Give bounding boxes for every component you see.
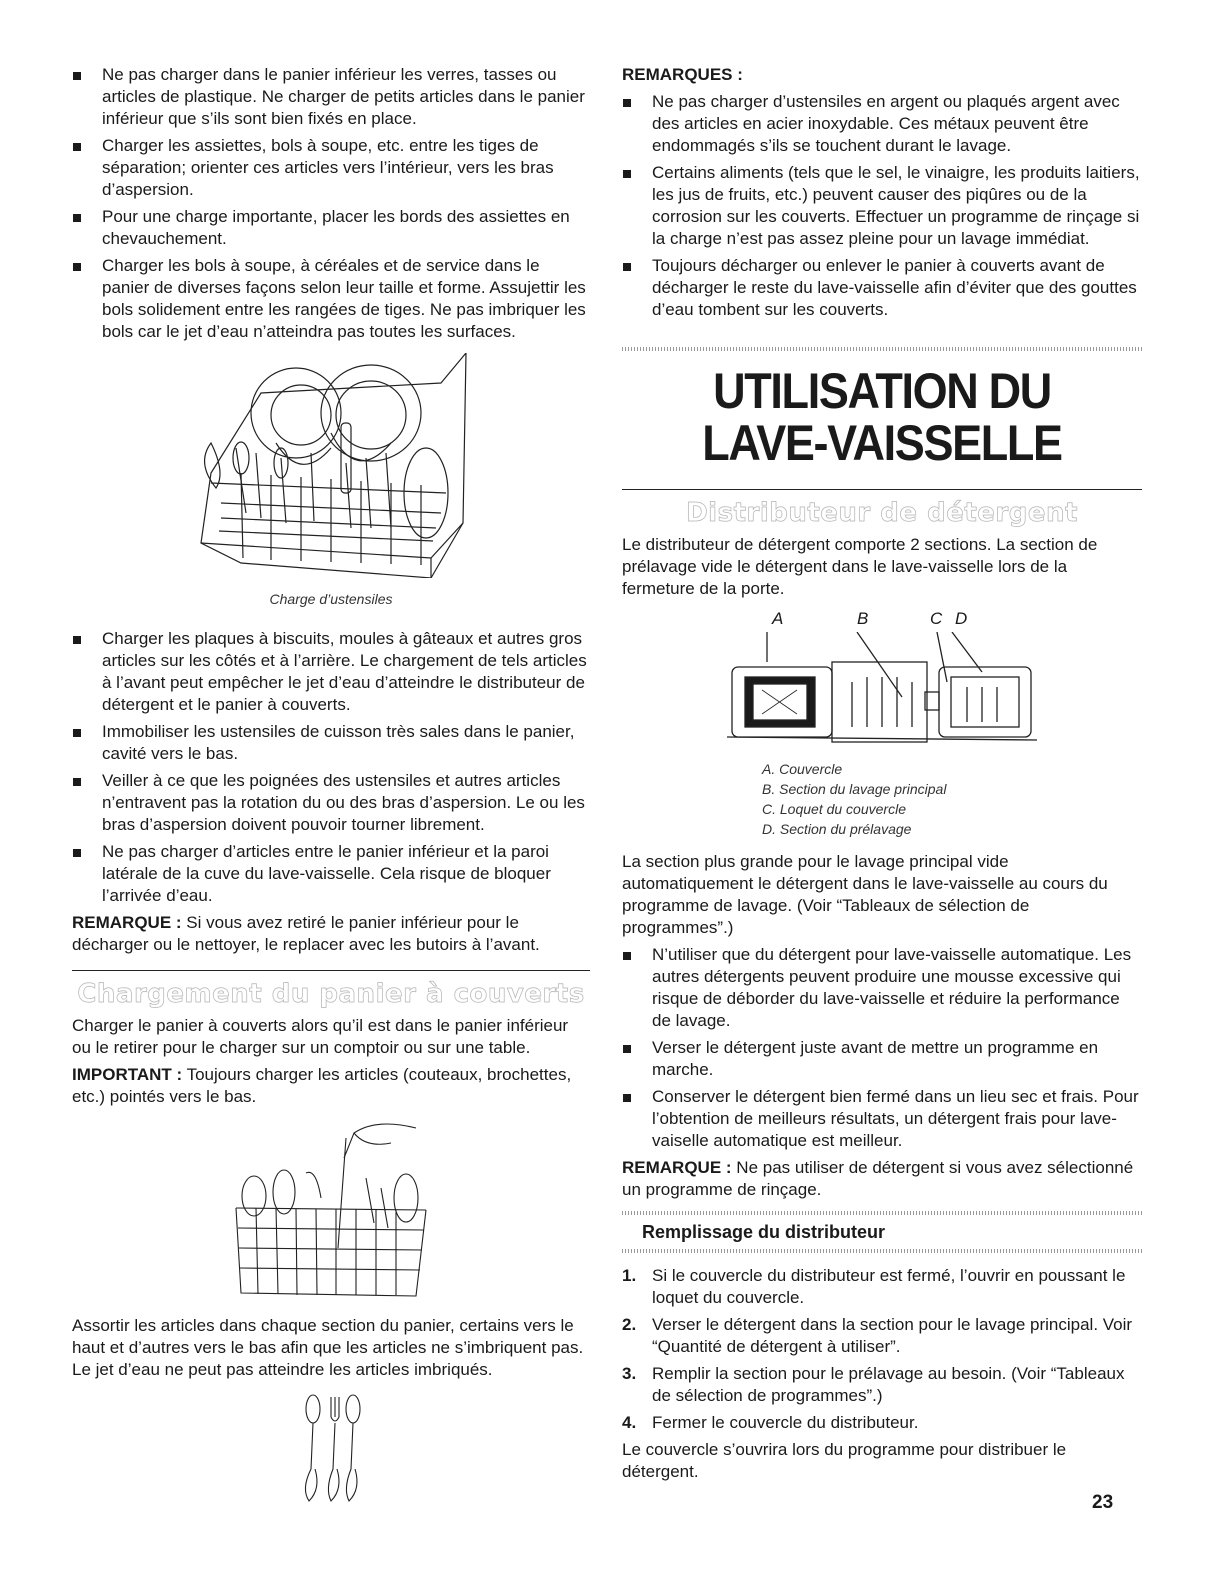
chapter-title-line1: UTILISATION DU — [713, 363, 1051, 419]
section-title-dispenser: Distributeur de détergent — [686, 498, 1078, 528]
cutlery-intro: Charger le panier à couverts alors qu’il est dans le panier inférieur ou le retirer pour le charger sur un comptoir ou sur une table. — [72, 1016, 569, 1057]
utensils-illustration — [72, 1389, 590, 1510]
key-a: A. Couvercle — [762, 761, 843, 777]
remarque-text: Ne pas utiliser de détergent si vous avez sélectionné un programme de rinçage. — [622, 1158, 1134, 1199]
loading-bullets-mid — [72, 628, 590, 907]
step-number: 1. — [622, 1266, 637, 1285]
cutlery-basket-drawing — [226, 1118, 436, 1303]
bullet-item: N’utiliser que du détergent pour lave-vaisselle automatique. Les autres détergents peuvent produire une mousse excessive qui risque de déborder du lave-vaisselle et réduire la performance de lavage. — [622, 944, 1142, 1032]
step-item — [622, 1314, 1142, 1358]
closing-text: Le couvercle s’ouvrira lors du programme pour distribuer le détergent. — [622, 1440, 1067, 1481]
figure-letters — [622, 608, 1142, 632]
bullet-item: Ne pas charger dans le panier inférieur les verres, tasses ou articles de plastique. Ne charger de petits articles dans le panier inférieur que s’ils sont bien fixés en place. — [72, 64, 590, 130]
bullet-item: Charger les plaques à biscuits, moules à gâteaux et autres gros articles sur les côtés et à l’arrière. Le chargement de tels articles à l’avant peut empêcher le jet d’eau d’atteindre le distributeur de détergent et le panier à couverts. — [72, 628, 590, 716]
bullet-item: Ne pas charger d’articles entre le panier inférieur et la paroi latérale de la cuve du lave-vaisselle. Cela risque de bloquer l’arrivée d’eau. — [72, 841, 590, 907]
figure-key — [762, 759, 1142, 839]
step-text: Remplir la section pour le prélavage au besoin. (Voir “Tableaux de sélection de programmes”.) — [652, 1364, 1125, 1405]
bullet-item: Conserver le détergent bien fermé dans un lieu sec et frais. Pour l’obtention de meilleurs résultats, un détergent frais pour lave-vaiselle automatique est meilleur. — [622, 1086, 1142, 1152]
remarques-label: REMARQUES : — [622, 65, 743, 84]
filling-steps — [622, 1265, 1142, 1434]
cutlery-sorting-text: Assortir les articles dans chaque section du panier, certains vers le haut et d’autres vers le bas afin que les articles ne s’imbriquent pas. Le jet d’eau ne peut pas atteindre les articles imbriqués. — [72, 1316, 584, 1379]
letter-b: B — [857, 609, 869, 628]
main-wash-text: La section plus grande pour le lavage principal vide automatiquement le détergent dans le lave-vaisselle au cours du programme de lavage. (Voir “Tableaux de sélection de programmes”.) — [622, 852, 1108, 937]
letter-d: D — [955, 609, 968, 628]
cutlery-basket-illustration — [72, 1118, 590, 1309]
bullet-item: Toujours décharger ou enlever le panier à couverts avant de décharger le reste du lave-vaisselle afin d’éviter que des gouttes d’eau tombent sur les couverts. — [622, 255, 1142, 321]
key-d: D. Section du prélavage — [762, 821, 912, 837]
subsection-title: Remplissage du distributeur — [642, 1222, 886, 1242]
key-b: B. Section du lavage principal — [762, 781, 947, 797]
remarque-note — [622, 1157, 1142, 1201]
bullet-item: Pour une charge importante, placer les bords des assiettes en chevauchement. — [72, 206, 590, 250]
bullet-item: Charger les bols à soupe, à céréales et de service dans le panier de diverses façons selon leur taille et forme. Assujettir les bols solidement entre les rangées de tiges. Ne pas imbriquer les bols car le jet d’eau n’atteindra pas toutes les surfaces. — [72, 255, 590, 343]
dotted-divider — [622, 347, 1142, 351]
chapter-title — [648, 365, 1116, 469]
utensils-drawing — [291, 1389, 371, 1504]
dish-rack-drawing — [181, 353, 481, 578]
step-item — [622, 1412, 1142, 1434]
dispenser-drawing — [717, 632, 1047, 747]
remarque-label: REMARQUE : — [72, 913, 182, 932]
important-text: Toujours charger les articles (couteaux, brochettes, etc.) pointés vers le bas. — [72, 1065, 572, 1106]
dispenser-illustration — [622, 608, 1142, 839]
chapter-title-line2: LAVE-VAISSELLE — [702, 415, 1062, 471]
figure-caption: Charge d’ustensiles — [269, 591, 393, 607]
step-item — [622, 1363, 1142, 1407]
remarques-bullets — [622, 91, 1142, 321]
step-number: 4. — [622, 1413, 637, 1432]
detergent-bullets — [622, 944, 1142, 1152]
dispenser-intro: Le distributeur de détergent comporte 2 sections. La section de prélavage vide le détergent dans le lave-vaisselle lors de la fermeture de la porte. — [622, 535, 1098, 598]
step-text: Verser le détergent dans la section pour le lavage principal. Voir “Quantité de détergent à utiliser”. — [652, 1315, 1133, 1356]
bullet-item: Veiller à ce que les poignées des ustensiles et autres articles n’entravent pas la rotation du ou des bras d’aspersion. Le ou les bras d’aspersion doivent pouvoir tourner librement. — [72, 770, 590, 836]
letter-a: A — [772, 609, 784, 628]
important-note — [72, 1064, 590, 1108]
bullet-item: Ne pas charger d’ustensiles en argent ou plaqués argent avec des articles en acier inoxydable. Ces métaux peuvent être endommagés s’ils se touchent durant le lavage. — [622, 91, 1142, 157]
important-label: IMPORTANT : — [72, 1065, 183, 1084]
letter-c: C — [930, 609, 943, 628]
step-number: 2. — [622, 1315, 637, 1334]
remarque-text: Si vous avez retiré le panier inférieur pour le décharger ou le nettoyer, le replacer avec les butoirs à l’avant. — [72, 913, 540, 954]
left-column — [72, 64, 590, 1510]
bullet-item: Charger les assiettes, bols à soupe, etc. entre les tiges de séparation; orienter ces articles vers l’intérieur, vers les bras d’aspersion. — [72, 135, 590, 201]
bullet-item: Verser le détergent juste avant de mettre un programme en marche. — [622, 1037, 1142, 1081]
bullet-item: Immobiliser les ustensiles de cuisson très sales dans le panier, cavité vers le bas. — [72, 721, 590, 765]
step-item — [622, 1265, 1142, 1309]
lower-rack-illustration — [72, 353, 590, 610]
key-c: C. Loquet du couvercle — [762, 801, 906, 817]
dotted-divider — [622, 1249, 1142, 1253]
step-text: Fermer le couvercle du distributeur. — [652, 1413, 919, 1432]
step-number: 3. — [622, 1364, 637, 1383]
remarque-note — [72, 912, 590, 956]
remarques-heading — [622, 64, 1142, 86]
section-divider — [72, 970, 590, 971]
remarque-label: REMARQUE : — [622, 1158, 732, 1177]
section-divider — [622, 489, 1142, 490]
loading-bullets-top — [72, 64, 590, 343]
step-text: Si le couvercle du distributeur est fermé, l’ouvrir en poussant le loquet du couvercle. — [652, 1266, 1126, 1307]
page-number: 23 — [1092, 1492, 1114, 1513]
section-title-cutlery: Chargement du panier à couverts — [77, 979, 585, 1009]
bullet-item: Certains aliments (tels que le sel, le vinaigre, les produits laitiers, les jus de fruits, etc.) peuvent causer des piqûres ou de la corrosion sur les couverts. Effectuer un programme de rinçage si la charge n’est pas assez pleine pour un lavage immédiat. — [622, 162, 1142, 250]
right-column — [622, 64, 1142, 1488]
